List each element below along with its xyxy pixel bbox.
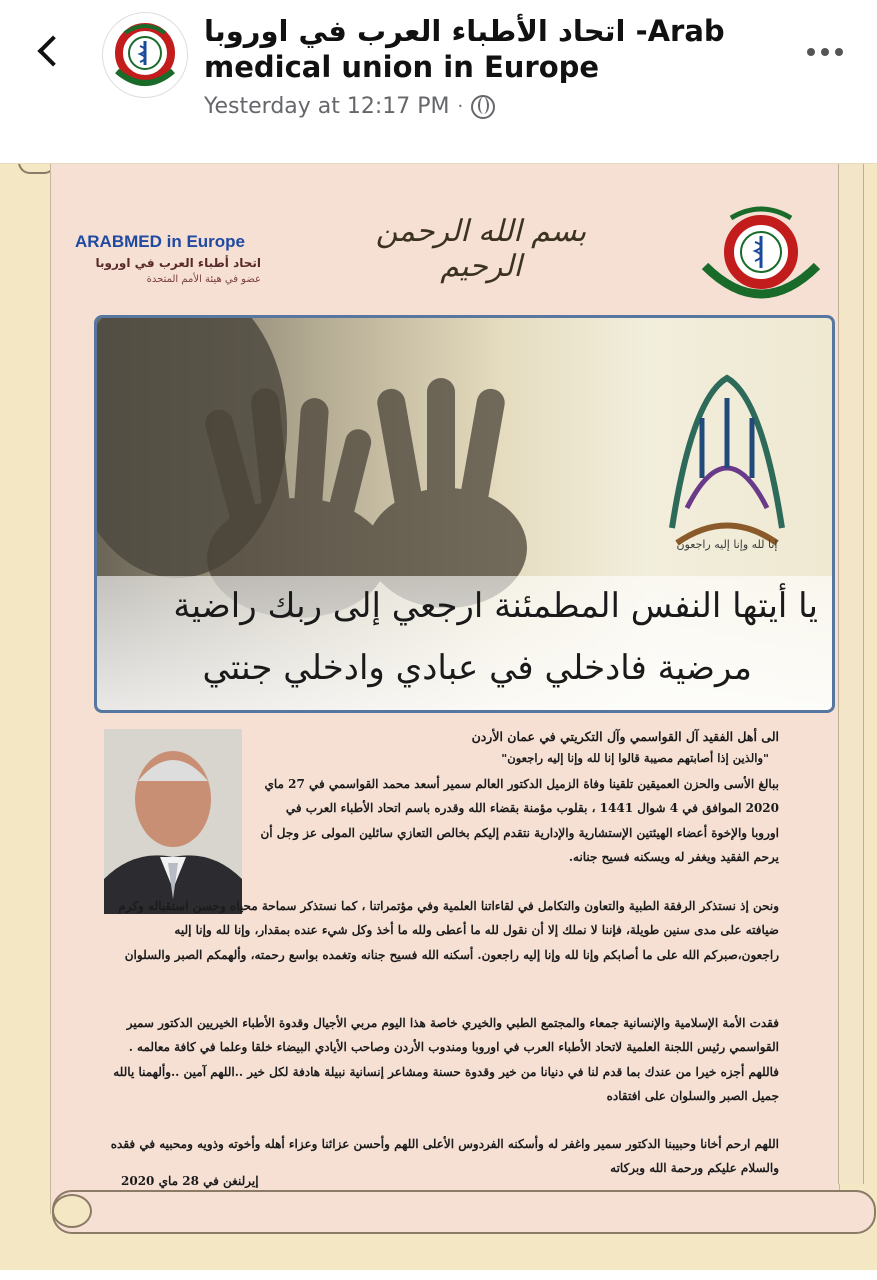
verse-line-1: يا أيتها النفس المطمئنة ارجعي إلى ربك راضية <box>173 586 818 626</box>
scroll-right-rod <box>838 164 864 1184</box>
condolence-flyer <box>50 164 840 1214</box>
globe-icon[interactable] <box>471 95 495 119</box>
union-logo-large <box>691 204 831 308</box>
scroll-bottom-curl <box>52 1194 92 1228</box>
org-name-ar: اتحاد أطباء العرب في اوروبا <box>95 256 261 270</box>
union-logo <box>103 13 187 97</box>
more-options-button[interactable] <box>807 48 843 56</box>
letter-date: إيرلنغن في 28 ماي 2020 <box>121 1174 259 1188</box>
basmala-calligraphy: بسم الله الرحمن الرحيم <box>375 214 587 284</box>
letter-paragraph-3: فقدت الأمة الإسلامية والإنسانية جمعاء والمجتمع الطبي والخيري خاصة هذا اليوم مربي الأجيال وقدوة الأطباء الخيريين الدكتور سمير القواسمي رئيس اللجنة العلمية لاتحاد الأطباء العرب في اوروبا ومندوب الأردن وصاحب الأيادي البيضاء خلقا وعلما في كافة معالمه . فاللهم أجزه خيرا من عندك بما قدم لنا في دنيانا من خير وقدوة حسنة ومشاعر إنسانية نبيلة هادفة لكل خير ..اللهم آمين ..وألهمنا يالله جميل الصبر والسلوان على افتقاده <box>113 1016 779 1103</box>
calligraphy-text: إنا لله وإنا إليه راجعون <box>676 538 778 551</box>
scroll-bottom-roll <box>52 1190 876 1234</box>
meta-separator: · <box>457 96 464 117</box>
more-dot <box>807 48 815 56</box>
letter-quote: "والذين إذا أصابتهم مصيبة قالوا إنا لله وإنا إليه راجعون" <box>501 751 769 765</box>
verse-line-2: مرضية فادخلي في عبادي وادخلي جنتي <box>202 648 752 688</box>
back-button[interactable] <box>30 30 70 74</box>
letter-paragraph-4: اللهم ارحم أخانا وحبيبنا الدكتور سمير واغفر له وأسكنه الفردوس الأعلى اللهم وأحسن عزائنا وعزاء أهله وأخوته وذويه ومحبيه في فقده والسلام عليكم ورحمة الله وبركاته <box>110 1137 779 1176</box>
page-title-line2[interactable]: medical union in Europe <box>204 50 600 84</box>
portrait-image <box>104 729 242 914</box>
post-meta <box>204 94 495 119</box>
deceased-photo <box>104 729 242 914</box>
avatar[interactable] <box>102 12 188 98</box>
letter-heading: الى أهل الفقيد آل القواسمي وآل التكريتي في عمان الأردن <box>471 729 779 744</box>
org-subtitle: عضو في هيئة الأمم المتحدة <box>146 274 261 285</box>
post-timestamp[interactable]: Yesterday at 12:17 PM <box>204 94 450 119</box>
post-header <box>0 0 877 150</box>
more-dot <box>821 48 829 56</box>
calligraphy-emblem <box>652 358 802 558</box>
letter-paragraph-2: ونحن إذ نستذكر الرفقة الطبية والتعاون والتكامل في لقاءاتنا العلمية وفي مؤتمراتنا ، كما نستذكر سماحة محياه وحسن استقباله وكرم ضيافته على مدى سنين طويلة، فإننا لا نملك إلا أن نقول لله ما أعطى ولله ما أخذ وكل شيء عنده بمقدار، وإنا لله وإنا إليه راجعون،صبركم الله على ما أصابكم وإنا لله وإنا إليه راجعون. أسكنه الله فسيح جنانه وتغمده بواسع رحمته، وألهمكم الصبر والسلوان <box>118 899 779 962</box>
more-dot <box>835 48 843 56</box>
post-image[interactable] <box>0 163 877 1270</box>
org-name-en: ARABMED in Europe <box>75 232 245 251</box>
prayer-banner <box>94 315 835 713</box>
page-title-line1[interactable]: اتحاد الأطباء العرب في اوروبا -Arab <box>204 14 725 48</box>
letter-paragraph-1: ببالغ الأسى والحزن العميقين تلقينا وفاة الزميل الدكتور العالم سمير أسعد محمد القواسمي في 27 ماي 2020 الموافق في 4 شوال 1441 ، بقلوب مؤمنة بقضاء الله وقدره باسم اتحاد الأطباء العرب في اوروبا والإخوة أعضاء الهيئتين الإستشارية والإدارية نتقدم إليكم بخالص التعازي سائلين المولى عز وجل أن يرحم الفقيد ويغفر له ويسكنه فسيح جنانه. <box>260 777 779 864</box>
